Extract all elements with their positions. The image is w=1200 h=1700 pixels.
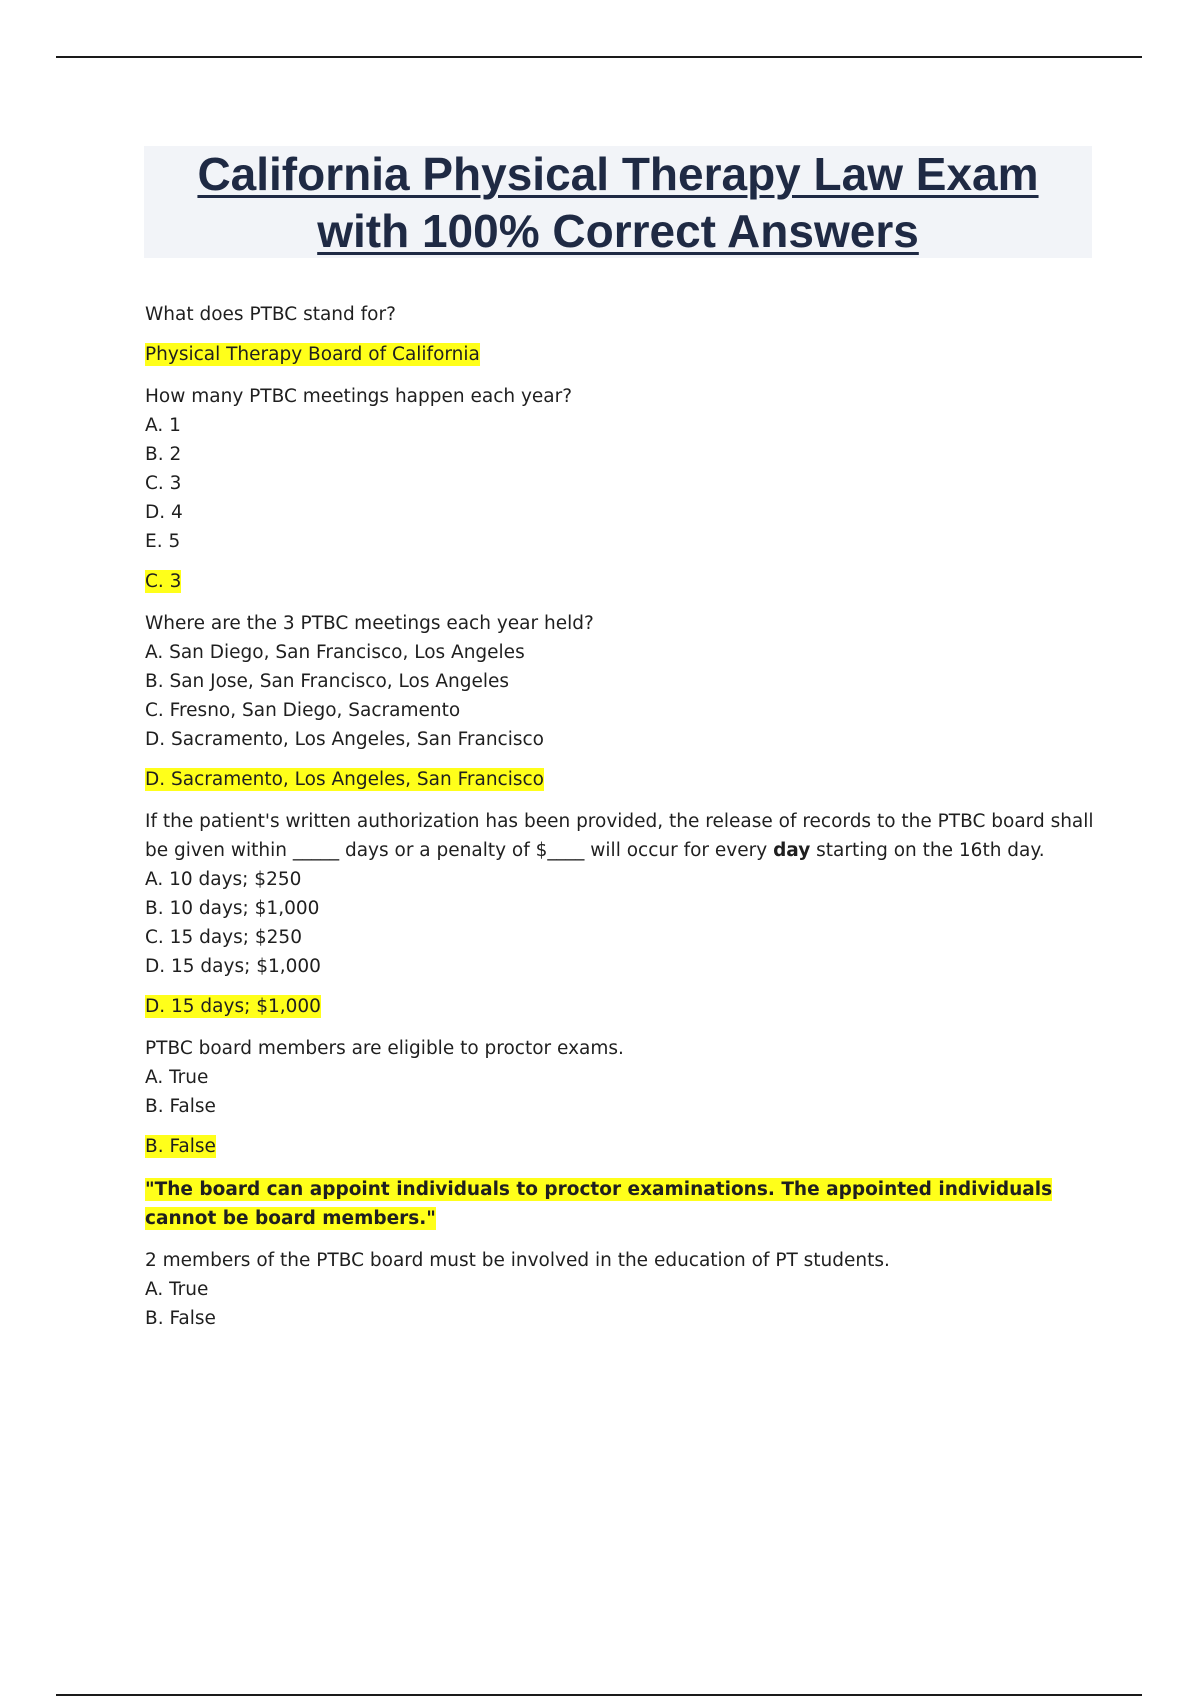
answer-option: C. 3 — [145, 473, 182, 494]
question-block — [145, 300, 1095, 369]
answer-option: D. 15 days; $1,000 — [145, 956, 321, 977]
answer-option: B. 10 days; $1,000 — [145, 898, 320, 919]
document-title — [144, 146, 1092, 260]
question-text: What does PTBC stand for? — [145, 304, 396, 325]
highlighted-answer: D. Sacramento, Los Angeles, San Francisco — [145, 769, 544, 790]
answer-line — [145, 765, 1095, 794]
answer-line — [145, 340, 1095, 369]
answer-option: C. Fresno, San Diego, Sacramento — [145, 700, 461, 721]
highlighted-answer: Physical Therapy Board of California — [145, 344, 480, 365]
highlighted-answer: B. False — [145, 1136, 216, 1157]
question-text: Where are the 3 PTBC meetings each year held? — [145, 613, 594, 634]
highlighted-answer: D. 15 days; $1,000 — [145, 996, 321, 1017]
header-rule — [56, 56, 1142, 58]
title-line-1: California Physical Therapy Law Exam — [197, 148, 1039, 200]
question-block — [145, 609, 1095, 794]
answer-option: A. True — [145, 1279, 209, 1300]
answer-explanation — [145, 1175, 1095, 1233]
answer-option: D. Sacramento, Los Angeles, San Francisco — [145, 729, 544, 750]
question-text-part-1: If the patient's written authorization has been provided, the release of records to the PTBC board shall be given within _____ days or a penalty of $____ will occur for every — [145, 811, 1094, 861]
answer-option: E. 5 — [145, 531, 181, 552]
answer-option: C. 15 days; $250 — [145, 927, 302, 948]
answer-option: A. 10 days; $250 — [145, 869, 302, 890]
question-text: 2 members of the PTBC board must be involved in the education of PT students. — [145, 1250, 890, 1271]
answer-option: B. 2 — [145, 444, 182, 465]
answer-option: B. False — [145, 1096, 216, 1117]
question-text: PTBC board members are eligible to proctor exams. — [145, 1038, 624, 1059]
exam-content — [145, 300, 1095, 1333]
question-text — [145, 807, 1095, 865]
answer-option: A. 1 — [145, 415, 181, 436]
footer-rule — [56, 1694, 1142, 1696]
question-text: How many PTBC meetings happen each year? — [145, 386, 573, 407]
answer-option: A. San Diego, San Francisco, Los Angeles — [145, 642, 525, 663]
answer-option: D. 4 — [145, 502, 183, 523]
question-block — [145, 1034, 1095, 1233]
answer-line — [145, 1132, 1095, 1161]
question-text-part-2: starting on the 16th day. — [810, 840, 1045, 861]
answer-line — [145, 567, 1095, 596]
answer-option: B. San Jose, San Francisco, Los Angeles — [145, 671, 510, 692]
answer-option: B. False — [145, 1308, 216, 1329]
question-text-bold: day — [773, 840, 811, 861]
highlighted-explanation: "The board can appoint individuals to proctor examinations. The appointed individuals cannot be board members." — [145, 1179, 1053, 1229]
question-block — [145, 1246, 1095, 1333]
question-block — [145, 382, 1095, 596]
answer-line — [145, 992, 1095, 1021]
highlighted-answer: C. 3 — [145, 571, 182, 592]
title-banner — [144, 146, 1092, 258]
answer-option: A. True — [145, 1067, 209, 1088]
title-line-2: with 100% Correct Answers — [317, 205, 919, 257]
question-block — [145, 807, 1095, 1021]
